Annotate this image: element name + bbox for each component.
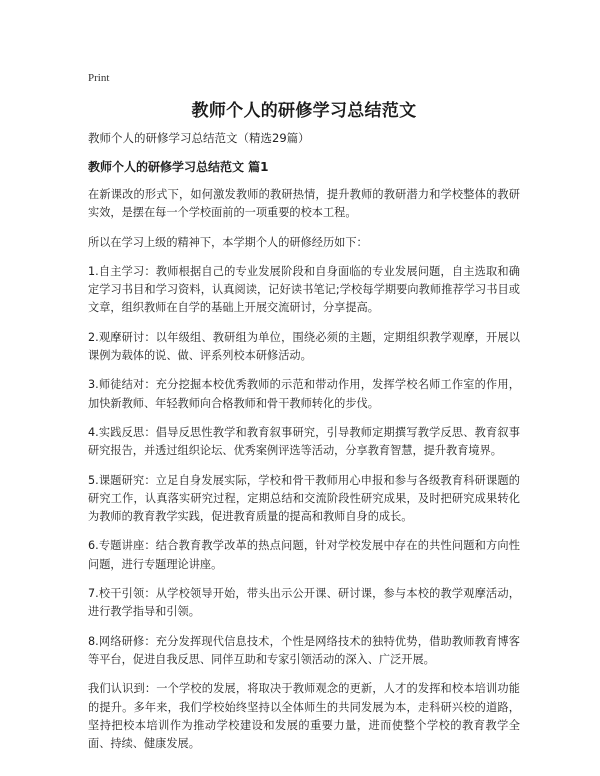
- paragraph-overview: 所以在学习上级的精神下，本学期个人的研修经历如下：: [88, 235, 368, 249]
- paragraph-item-6: 6.专题讲座：结合教育教学改革的热点问题，针对学校发展中存在的共性问题和方向性问题，进行专题理论讲座。: [88, 539, 520, 571]
- document-subtitle: 教师个人的研修学习总结范文（精选29篇）: [88, 131, 310, 145]
- print-link[interactable]: Print: [88, 72, 110, 84]
- paragraph-intro: 在新课改的形式下，如何激发教师的教研热情，提升教师的教研潜力和学校整体的教研实效，是摆在每一个学校面前的一项重要的校本工程。: [88, 188, 520, 220]
- document-page: [88, 0, 520, 776]
- page-title: 教师个人的研修学习总结范文: [191, 101, 417, 121]
- paragraph-item-3: 3.师徒结对：充分挖掘本校优秀教师的示范和带动作用，发挥学校名师工作室的作用，加快新教师、年轻教师向合格教师和骨干教师转化的步伐。: [88, 378, 520, 410]
- paragraph-conclusion: 我们认识到：一个学校的发展，将取决于教师观念的更新，人才的发挥和校本培训功能的提升。多年来，我们学校始终坚持以全体师生的共同发展为本，走科研兴校的道路，坚持把校本培训作为推动学校建设和发展的重要力量，进而使整个学校的教育教学全面、持续、健康发展。: [88, 682, 520, 751]
- paragraph-item-8: 8.网络研修：充分发挥现代信息技术，个性是网络技术的独特优势，借助教师教育博客等平台，促进自我反思、同伴互助和专家引领活动的深入、广泛开展。: [88, 634, 520, 666]
- paragraph-item-1: 1.自主学习：教师根据自己的专业发展阶段和自身面临的专业发展问题，自主选取和确定学习书目和学习资料，认真阅读，记好读书笔记;学校每学期要向教师推荐学习书目或文章，组织教师在自学的基础上开展交流研讨，分享提高。: [88, 264, 520, 315]
- paragraph-item-7: 7.校干引领：从学校领导开始，带头出示公开课、研讨课，参与本校的教学观摩活动，进行教学指导和引领。: [88, 587, 520, 619]
- paragraph-item-4: 4.实践反思：倡导反思性教学和教育叙事研究，引导教师定期撰写教学反思、教育叙事研究报告，并透过组织论坛、优秀案例评选等活动，分享教育智慧，提升教育境界。: [88, 425, 520, 458]
- section-heading: 教师个人的研修学习总结范文 篇1: [88, 160, 269, 174]
- paragraph-item-2: 2.观摩研讨：以年级组、教研组为单位，围绕必须的主题，定期组织教学观摩，开展以课例为载体的说、做、评系列校本研修活动。: [88, 330, 520, 363]
- paragraph-item-5: 5.课题研究：立足自身发展实际，学校和骨干教师用心申报和参与各级教育科研课题的研究工作，认真落实研究过程，定期总结和交流阶段性研究成果，及时把研究成果转化为教师的教育教学实践，促进教育质量的提高和教师自身的成长。: [88, 473, 520, 524]
- document-body: [88, 186, 520, 764]
